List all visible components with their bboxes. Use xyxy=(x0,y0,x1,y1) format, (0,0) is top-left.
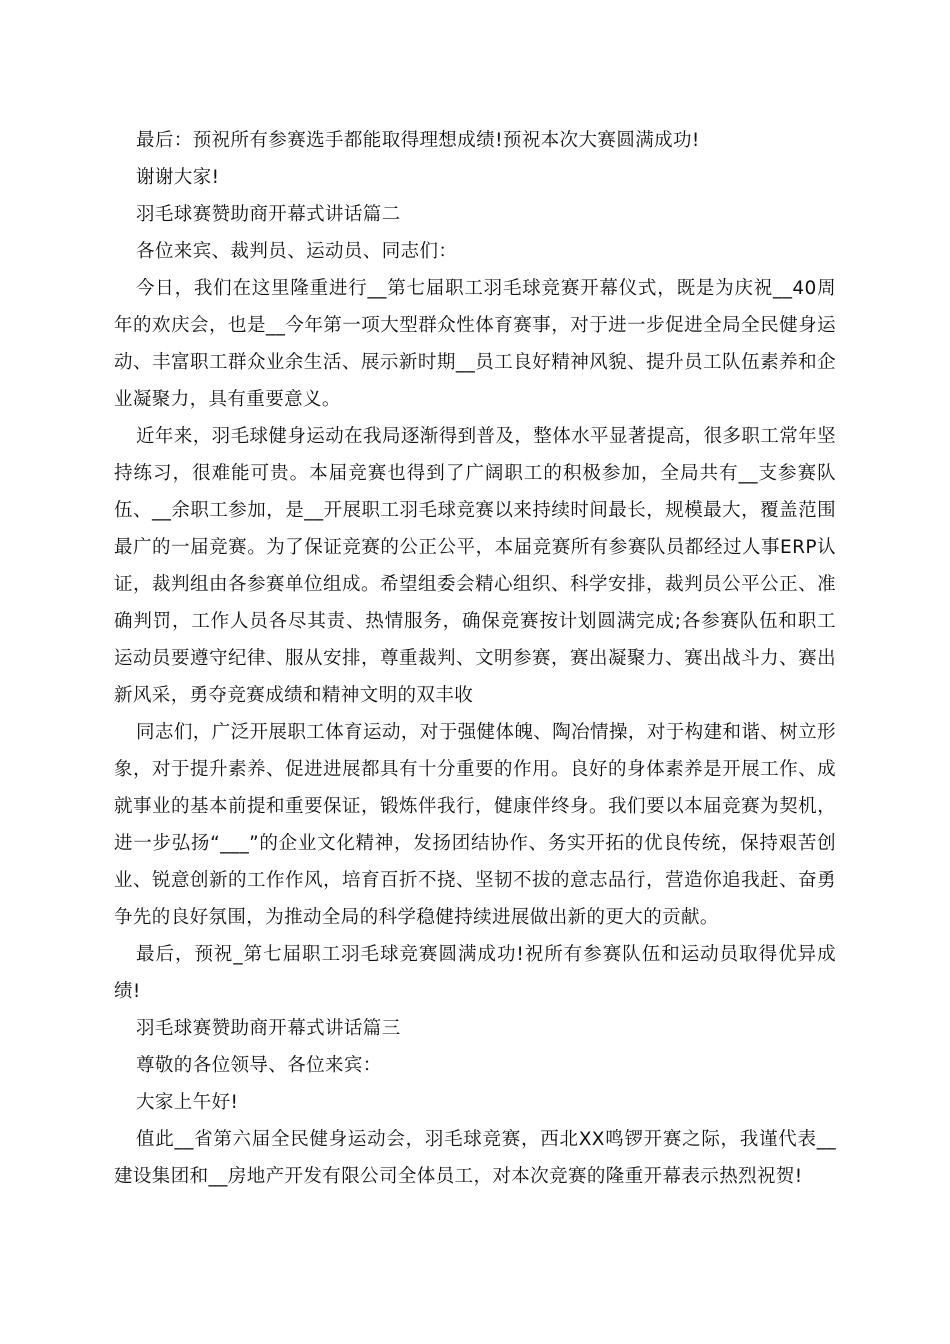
body-paragraph: 值此__省第六届全民健身运动会，羽毛球竞赛，西北XX鸣锣开赛之际，我谨代表__建设集团和__房地产开发有限公司全体员工，对本次竞赛的隆重开幕表示热烈祝贺! xyxy=(114,1129,836,1187)
closing-wish-paragraph: 最后，预祝_第七届职工羽毛球竞赛圆满成功!祝所有参赛队伍和运动员取得优异成绩! xyxy=(114,944,836,1002)
greeting-paragraph: 大家上午好! xyxy=(136,1092,239,1113)
section-heading-2: 羽毛球赛赞助商开幕式讲话篇二 xyxy=(136,204,401,225)
body-paragraph: 近年来，羽毛球健身运动在我局逐渐得到普及，整体水平显著提高，很多职工常年坚持练习，很难能可贵。本届竞赛也得到了广阔职工的积极参加，全局共有__支参赛队伍、__余职工参加，是__开展职工羽毛球竞赛以来持续时间最长，规模最大，覆盖范围最广的一届竞赛。为了保证竞赛的公正公平，本届竞赛所有参赛队员都经过人事ERP认证，裁判组由各参赛单位组成。希望组委会精心组织、科学安排，裁判员公平公正、准确判罚，工作人员各尽其责、热情服务，确保竞赛按计划圆满完成;各参赛队伍和职工运动员要遵守纪律、服从安排，尊重裁判、文明参赛，赛出凝聚力、赛出战斗力、赛出新风采，勇夺竞赛成绩和精神文明的双丰收 xyxy=(114,426,836,706)
section-heading-3: 羽毛球赛赞助商开幕式讲话篇三 xyxy=(136,1018,401,1039)
body-paragraph: 今日，我们在这里隆重进行__第七届职工羽毛球竞赛开幕仪式，既是为庆祝__40周年的欢庆会，也是__今年第一项大型群众性体育赛事，对于进一步促进全局全民健身运动、丰富职工群众业余生活、展示新时期__员工良好精神风貌、提升员工队伍素养和企业凝聚力，具有重要意义。 xyxy=(114,278,836,410)
salutation-paragraph: 尊敬的各位领导、各位来宾： xyxy=(136,1055,382,1076)
body-paragraph: 同志们，广泛开展职工体育运动，对于强健体魄、陶冶情操，对于构建和谐、树立形象，对于提升素养、促进进展都具有十分重要的作用。良好的身体素养是开展工作、成就事业的基本前提和重要保证，锻炼伴我行，健康伴终身。我们要以本届竞赛为契机，进一步弘扬“___”的企业文化精神，发扬团结协作、务实开拓的优良传统，保持艰苦创业、锐意创新的工作作风，培育百折不挠、坚韧不拔的意志品行，营造你追我赶、奋勇争先的良好氛围，为推动全局的科学稳健持续进展做出新的更大的贡献。 xyxy=(114,722,836,928)
document-body xyxy=(114,122,836,1195)
closing-wish-paragraph: 最后：预祝所有参赛选手都能取得理想成绩!预祝本次大赛圆满成功! xyxy=(136,130,700,151)
thanks-paragraph: 谢谢大家! xyxy=(136,167,220,188)
salutation-paragraph: 各位来宾、裁判员、运动员、同志们： xyxy=(136,241,458,262)
